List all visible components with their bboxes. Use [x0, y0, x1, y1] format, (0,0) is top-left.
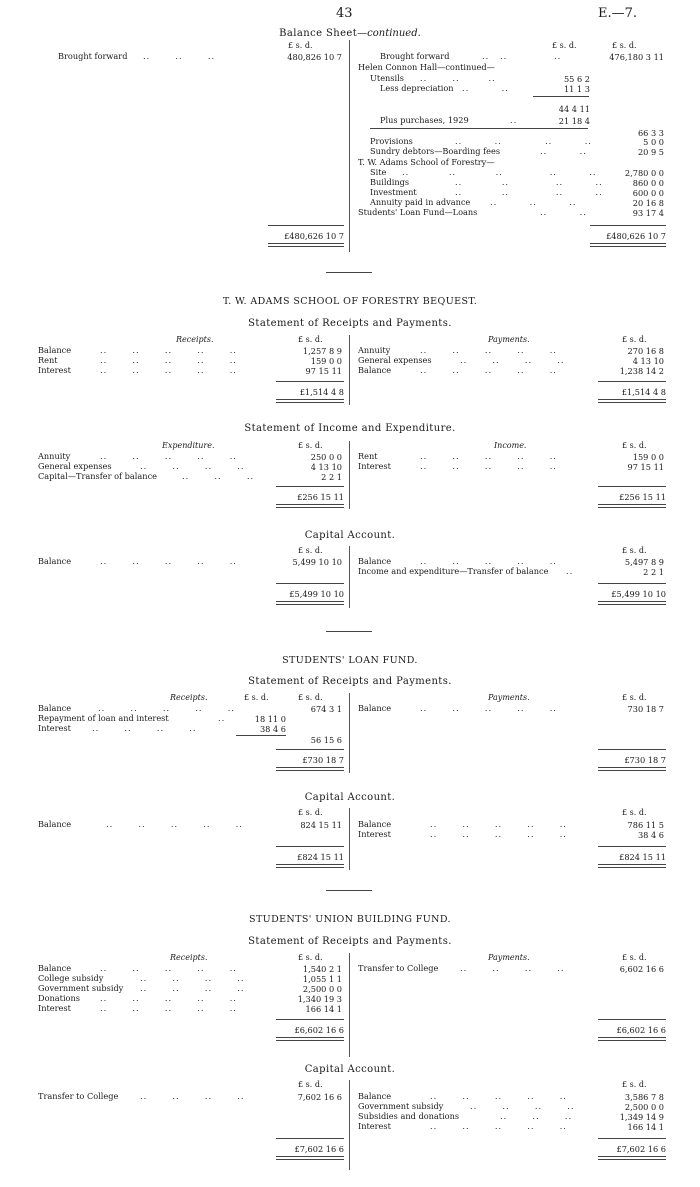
- bs-utensils-total: 66 3 3: [637, 128, 664, 138]
- receipt-label: Balance: [38, 963, 72, 973]
- currency-header: £ s. d.: [244, 693, 269, 702]
- currency-header: £ s. d.: [622, 1080, 647, 1089]
- capital-right-label: Interest: [358, 829, 391, 839]
- currency-header: £ s. d.: [622, 953, 647, 962]
- double-rule: [598, 1037, 666, 1041]
- income-label: Income.: [494, 441, 527, 450]
- column-divider: [349, 546, 350, 608]
- income-label: Interest: [358, 461, 391, 471]
- rule: [598, 1019, 666, 1020]
- leader-dots: .. .. .. ..: [140, 973, 245, 983]
- bs-investment-amount: 600 0 0: [632, 188, 664, 198]
- receipt-label: Rent: [38, 355, 58, 365]
- receipt-amount: 1,257 8 9: [302, 346, 342, 356]
- total-left: £6,602 16 6: [294, 1025, 344, 1035]
- leader-dots: .. .. .. .. ..: [100, 963, 237, 973]
- bs-brought-forward-amount: 476,180 3 11: [609, 52, 664, 62]
- capital-right-amount: 2 2 1: [643, 567, 664, 577]
- currency-header: £ s. d.: [298, 953, 323, 962]
- double-rule: [598, 767, 666, 771]
- payment-label: Balance: [358, 365, 392, 375]
- loan-balance-label: Balance: [38, 703, 72, 713]
- double-rule: [276, 1156, 344, 1160]
- rule: [598, 749, 666, 750]
- section-separator: [326, 631, 372, 632]
- leader-dots: .. .. .. .. ..: [402, 167, 597, 177]
- currency-header: £ s. d.: [552, 41, 577, 50]
- currency-header: £ s. d.: [298, 808, 323, 817]
- capital-right-amount: 1,349 14 9: [619, 1112, 664, 1122]
- receipt-label: Interest: [38, 1003, 71, 1013]
- receipt-amount: 1,055 1 1: [302, 974, 342, 984]
- leader-dots: .. .. .. .. ..: [100, 355, 237, 365]
- receipt-amount: 2,500 0 0: [302, 984, 342, 994]
- capital-left-amount: 7,602 16 6: [297, 1092, 342, 1102]
- capital-right-label: Balance: [358, 556, 392, 566]
- total-right: £824 15 11: [619, 852, 666, 862]
- bs-sundry-debtors-amount: 20 9 5: [637, 147, 664, 157]
- currency-header: £ s. d.: [622, 693, 647, 702]
- bs-less-depreciation: Less depreciation: [380, 83, 454, 93]
- leader-dots: .. .. .. ..: [460, 963, 565, 973]
- leader-dots: .. ..: [462, 83, 509, 93]
- bs-plus-purchases-amount: 21 18 4: [558, 116, 590, 126]
- loan-fund-title: STUDENTS' LOAN FUND.: [282, 655, 418, 666]
- loan-balance-amount: 674 3 1: [310, 704, 342, 714]
- forestry-rp-title: Statement of Receipts and Payments.: [248, 318, 452, 329]
- capital-right-amount: 786 11 5: [627, 820, 664, 830]
- currency-header: £ s. d.: [622, 335, 647, 344]
- total-left: £824 15 11: [297, 852, 344, 862]
- receipt-amount: 166 14 1: [305, 1004, 342, 1014]
- capital-right-amount: 5,497 8 9: [624, 557, 664, 567]
- rule: [276, 1138, 344, 1139]
- leader-dots: .. .. .. .. ..: [100, 345, 237, 355]
- double-rule: [268, 243, 344, 247]
- capital-right-amount: 166 14 1: [627, 1122, 664, 1132]
- loan-interest-label: Interest: [38, 723, 71, 733]
- receipts-label: Receipts.: [170, 953, 208, 962]
- leader-dots: ..: [218, 713, 226, 723]
- expenditure-label: Annuity: [38, 451, 71, 461]
- double-rule: [590, 243, 666, 247]
- expenditure-amount: 4 13 10: [310, 462, 342, 472]
- receipt-label: Government subsidy: [38, 983, 124, 993]
- forestry-capital-title: Capital Account.: [304, 530, 396, 541]
- double-rule: [598, 1156, 666, 1160]
- leader-dots: .. .. .. ..: [140, 461, 245, 471]
- rule: [590, 225, 666, 226]
- bs-sundry-debtors: Sundry debtors—Boarding fees: [370, 146, 501, 156]
- leader-dots: .. .. .. .. ..: [98, 703, 235, 713]
- bs-loan-fund-amount: 93 17 4: [632, 208, 664, 218]
- currency-header: £ s. d.: [298, 546, 323, 555]
- rule: [598, 846, 666, 847]
- bs-utensils: Utensils: [370, 73, 404, 83]
- loan-interest-inner: 38 4 6: [259, 724, 286, 734]
- bs-left-amount: 480,826 10 7: [287, 52, 342, 62]
- page-number: 43: [336, 6, 353, 21]
- bs-annuity: Annuity paid in advance: [370, 197, 471, 207]
- payments-label: Payments.: [488, 693, 530, 702]
- total-right: £6,602 16 6: [616, 1025, 666, 1035]
- bs-loan-fund: Students' Loan Fund—Loans: [358, 207, 478, 217]
- leader-dots: .. .. .. ..: [455, 177, 603, 187]
- double-rule: [598, 864, 666, 868]
- rule: [598, 583, 666, 584]
- total-right: £5,499 10 10: [611, 589, 666, 599]
- capital-right-label: Subsidies and donations: [358, 1111, 460, 1121]
- leader-dots: .. .. ..: [500, 1111, 573, 1121]
- section-separator: [326, 890, 372, 891]
- capital-right-label: Income and expenditure—Transfer of balance: [358, 566, 549, 576]
- leader-dots: .. .. .. ..: [140, 983, 245, 993]
- leader-dots: .. .. .. .. ..: [100, 993, 237, 1003]
- rule: [276, 749, 344, 750]
- double-rule: [598, 504, 666, 508]
- income-amount: 159 0 0: [632, 452, 664, 462]
- balance-sheet-title-text: Balance Sheet: [279, 28, 358, 39]
- forestry-title: T. W. ADAMS SCHOOL OF FORESTRY BEQUEST.: [222, 296, 478, 307]
- leader-dots: .. ..: [540, 146, 587, 156]
- leader-dots: .. .. .. .. ..: [420, 365, 557, 375]
- loan-rp-title: Statement of Receipts and Payments.: [248, 676, 452, 687]
- bs-total-left: £480,626 10 7: [284, 231, 344, 241]
- column-divider: [349, 441, 350, 509]
- bs-investment: Investment: [370, 187, 417, 197]
- income-label: Rent: [358, 451, 378, 461]
- union-fund-title: STUDENTS' UNION BUILDING FUND.: [249, 914, 451, 925]
- leader-dots: .. .. .. .. ..: [430, 1121, 567, 1131]
- forestry-ie-title: Statement of Income and Expenditure.: [244, 423, 456, 434]
- total-left: £256 15 11: [297, 492, 344, 502]
- expenditure-amount: 2 2 1: [321, 472, 342, 482]
- total-right: £256 15 11: [619, 492, 666, 502]
- bs-left-label: Brought forward: [58, 51, 128, 61]
- bs-buildings: Buildings: [370, 177, 410, 187]
- double-rule: [598, 601, 666, 605]
- currency-header: £ s. d.: [298, 1080, 323, 1089]
- currency-header: £ s. d.: [298, 693, 323, 702]
- bs-buildings-amount: 860 0 0: [632, 178, 664, 188]
- leader-dots: .. .. .. .. ..: [430, 819, 567, 829]
- page-reference: E.—7.: [598, 6, 638, 21]
- payments-label: Payments.: [488, 953, 530, 962]
- bs-site-amount: 2,780 0 0: [624, 168, 664, 178]
- leader-dots: .. .. ..: [143, 51, 216, 61]
- rule: [533, 96, 589, 97]
- leader-dots: .. .. .. .. ..: [420, 556, 557, 566]
- column-divider: [349, 808, 350, 870]
- currency-header: £ s. d.: [622, 441, 647, 450]
- bs-provisions-amount: 5 0 0: [643, 137, 664, 147]
- double-rule: [276, 767, 344, 771]
- leader-dots: .. .. .. ..: [470, 1101, 575, 1111]
- leader-dots: .. .. .. .. ..: [100, 451, 237, 461]
- bs-school: T. W. Adams School of Forestry—: [358, 157, 495, 167]
- leader-dots: .. .. .. .. ..: [100, 556, 237, 566]
- rule: [276, 1019, 344, 1020]
- capital-right-label: Interest: [358, 1121, 391, 1131]
- capital-left-amount: 824 15 11: [300, 820, 342, 830]
- leader-dots: .. .. .. .. ..: [100, 365, 237, 375]
- loan-repayment-inner: 18 11 0: [254, 714, 286, 724]
- leader-dots: .. .. .. .. ..: [430, 1091, 567, 1101]
- column-divider: [349, 40, 350, 252]
- bs-plus-purchases: Plus purchases, 1929: [380, 115, 469, 125]
- currency-header: £ s. d.: [288, 41, 313, 50]
- rule: [268, 225, 344, 226]
- section-separator: [326, 272, 372, 273]
- payment-amount: 1,238 14 2: [619, 366, 664, 376]
- capital-left-amount: 5,499 10 10: [292, 557, 342, 567]
- capital-left-label: Transfer to College: [38, 1091, 119, 1101]
- loan-subtotal: 56 15 6: [310, 735, 342, 745]
- union-rp-title: Statement of Receipts and Payments.: [248, 936, 452, 947]
- expenditure-label: Expenditure.: [162, 441, 215, 450]
- loan-capital-title: Capital Account.: [304, 792, 396, 803]
- leader-dots: .. .. ..: [490, 197, 577, 207]
- bs-site: Site: [370, 167, 387, 177]
- leader-dots: .. .. .. ..: [140, 1091, 245, 1101]
- leader-dots: .. .. .. .. ..: [420, 703, 557, 713]
- double-rule: [276, 504, 344, 508]
- balance-sheet-title-suffix: —continued.: [357, 28, 421, 39]
- payments-label: Payments.: [488, 335, 530, 344]
- currency-header: £ s. d.: [612, 41, 637, 50]
- currency-header: £ s. d.: [622, 808, 647, 817]
- rule: [598, 1138, 666, 1139]
- capital-left-label: Balance: [38, 556, 72, 566]
- leader-dots: .. .. ..: [482, 51, 562, 61]
- leader-dots: .. .. .. .. ..: [420, 345, 557, 355]
- capital-right-amount: 38 4 6: [637, 830, 664, 840]
- capital-right-amount: 3,586 7 8: [624, 1092, 664, 1102]
- rule: [276, 583, 344, 584]
- column-divider: [349, 693, 350, 773]
- union-capital-title: Capital Account.: [304, 1064, 396, 1075]
- receipts-label: Receipts.: [176, 335, 214, 344]
- rule: [276, 846, 344, 847]
- total-right: £1,514 4 8: [621, 387, 666, 397]
- receipt-label: Balance: [38, 345, 72, 355]
- income-amount: 97 15 11: [627, 462, 664, 472]
- leader-dots: .. .. .. ..: [460, 355, 565, 365]
- receipt-label: Donations: [38, 993, 80, 1003]
- balance-sheet-title: [0, 28, 700, 39]
- expenditure-amount: 250 0 0: [310, 452, 342, 462]
- currency-header: £ s. d.: [298, 335, 323, 344]
- leader-dots: ..: [566, 566, 574, 576]
- payment-amount: 4 13 10: [632, 356, 664, 366]
- leader-dots: .. .. .. .. ..: [420, 451, 557, 461]
- column-divider: [349, 953, 350, 1057]
- leader-dots: .. .. .. .. ..: [420, 461, 557, 471]
- payment-label: Annuity: [358, 345, 391, 355]
- bs-subtotal: 44 4 11: [558, 104, 590, 114]
- rule: [370, 128, 588, 129]
- rule: [276, 486, 344, 487]
- leader-dots: .. .. ..: [182, 471, 255, 481]
- receipt-amount: 97 15 11: [305, 366, 342, 376]
- double-rule: [276, 601, 344, 605]
- bs-annuity-amount: 20 16 8: [632, 198, 664, 208]
- payment-label: General expenses: [358, 355, 432, 365]
- column-divider: [349, 335, 350, 405]
- total-left: £5,499 10 10: [289, 589, 344, 599]
- double-rule: [276, 1037, 344, 1041]
- leader-dots: .. .. .. ..: [455, 136, 592, 146]
- payment-label: Balance: [358, 703, 392, 713]
- double-rule: [598, 399, 666, 403]
- total-right: £730 18 7: [624, 755, 666, 765]
- leader-dots: .. .. .. .. ..: [106, 819, 243, 829]
- total-left: £730 18 7: [302, 755, 344, 765]
- bs-hall: [358, 63, 495, 71]
- bs-provisions: Provisions: [370, 136, 413, 146]
- total-left: £7,602 16 6: [294, 1144, 344, 1154]
- rule: [598, 381, 666, 382]
- loan-repayment-label: Repayment of loan and interest: [38, 713, 169, 723]
- receipt-amount: 159 0 0: [310, 356, 342, 366]
- column-divider: [349, 1080, 350, 1170]
- receipt-label: Interest: [38, 365, 71, 375]
- receipt-label: College subsidy: [38, 973, 104, 983]
- payment-amount: 730 18 7: [627, 704, 664, 714]
- bs-hall-text: Helen Connon Hall—continued—: [358, 62, 495, 72]
- leader-dots: .. .. .. .. ..: [100, 1003, 237, 1013]
- total-left: £1,514 4 8: [299, 387, 344, 397]
- payment-amount: 6,602 16 6: [619, 964, 664, 974]
- double-rule: [276, 399, 344, 403]
- leader-dots: ..: [510, 115, 518, 125]
- expenditure-label: Capital—Transfer of balance: [38, 471, 157, 481]
- bs-less-depreciation-amount: 11 1 3: [563, 84, 590, 94]
- expenditure-label: General expenses: [38, 461, 112, 471]
- payment-label: Transfer to College: [358, 963, 439, 973]
- bs-utensils-amount: 55 6 2: [563, 74, 590, 84]
- leader-dots: .. .. .. ..: [92, 723, 197, 733]
- currency-header: £ s. d.: [622, 546, 647, 555]
- rule: [276, 381, 344, 382]
- bs-brought-forward: Brought forward: [380, 51, 450, 61]
- leader-dots: .. ..: [540, 207, 587, 217]
- receipt-amount: 1,340 19 3: [297, 994, 342, 1004]
- leader-dots: .. .. .. ..: [455, 187, 603, 197]
- capital-right-amount: 2,500 0 0: [624, 1102, 664, 1112]
- rule: [598, 486, 666, 487]
- leader-dots: .. .. .. .. ..: [430, 829, 567, 839]
- leader-dots: .. .. ..: [420, 73, 496, 83]
- total-right: £7,602 16 6: [616, 1144, 666, 1154]
- receipt-amount: 1,540 2 1: [302, 964, 342, 974]
- capital-right-label: Government subsidy: [358, 1101, 444, 1111]
- payment-amount: 270 16 8: [627, 346, 664, 356]
- receipts-label: Receipts.: [170, 693, 208, 702]
- double-rule: [276, 864, 344, 868]
- bs-total-right: £480,626 10 7: [606, 231, 666, 241]
- capital-left-label: Balance: [38, 819, 72, 829]
- capital-right-label: Balance: [358, 1091, 392, 1101]
- currency-header: £ s. d.: [298, 441, 323, 450]
- capital-right-label: Balance: [358, 819, 392, 829]
